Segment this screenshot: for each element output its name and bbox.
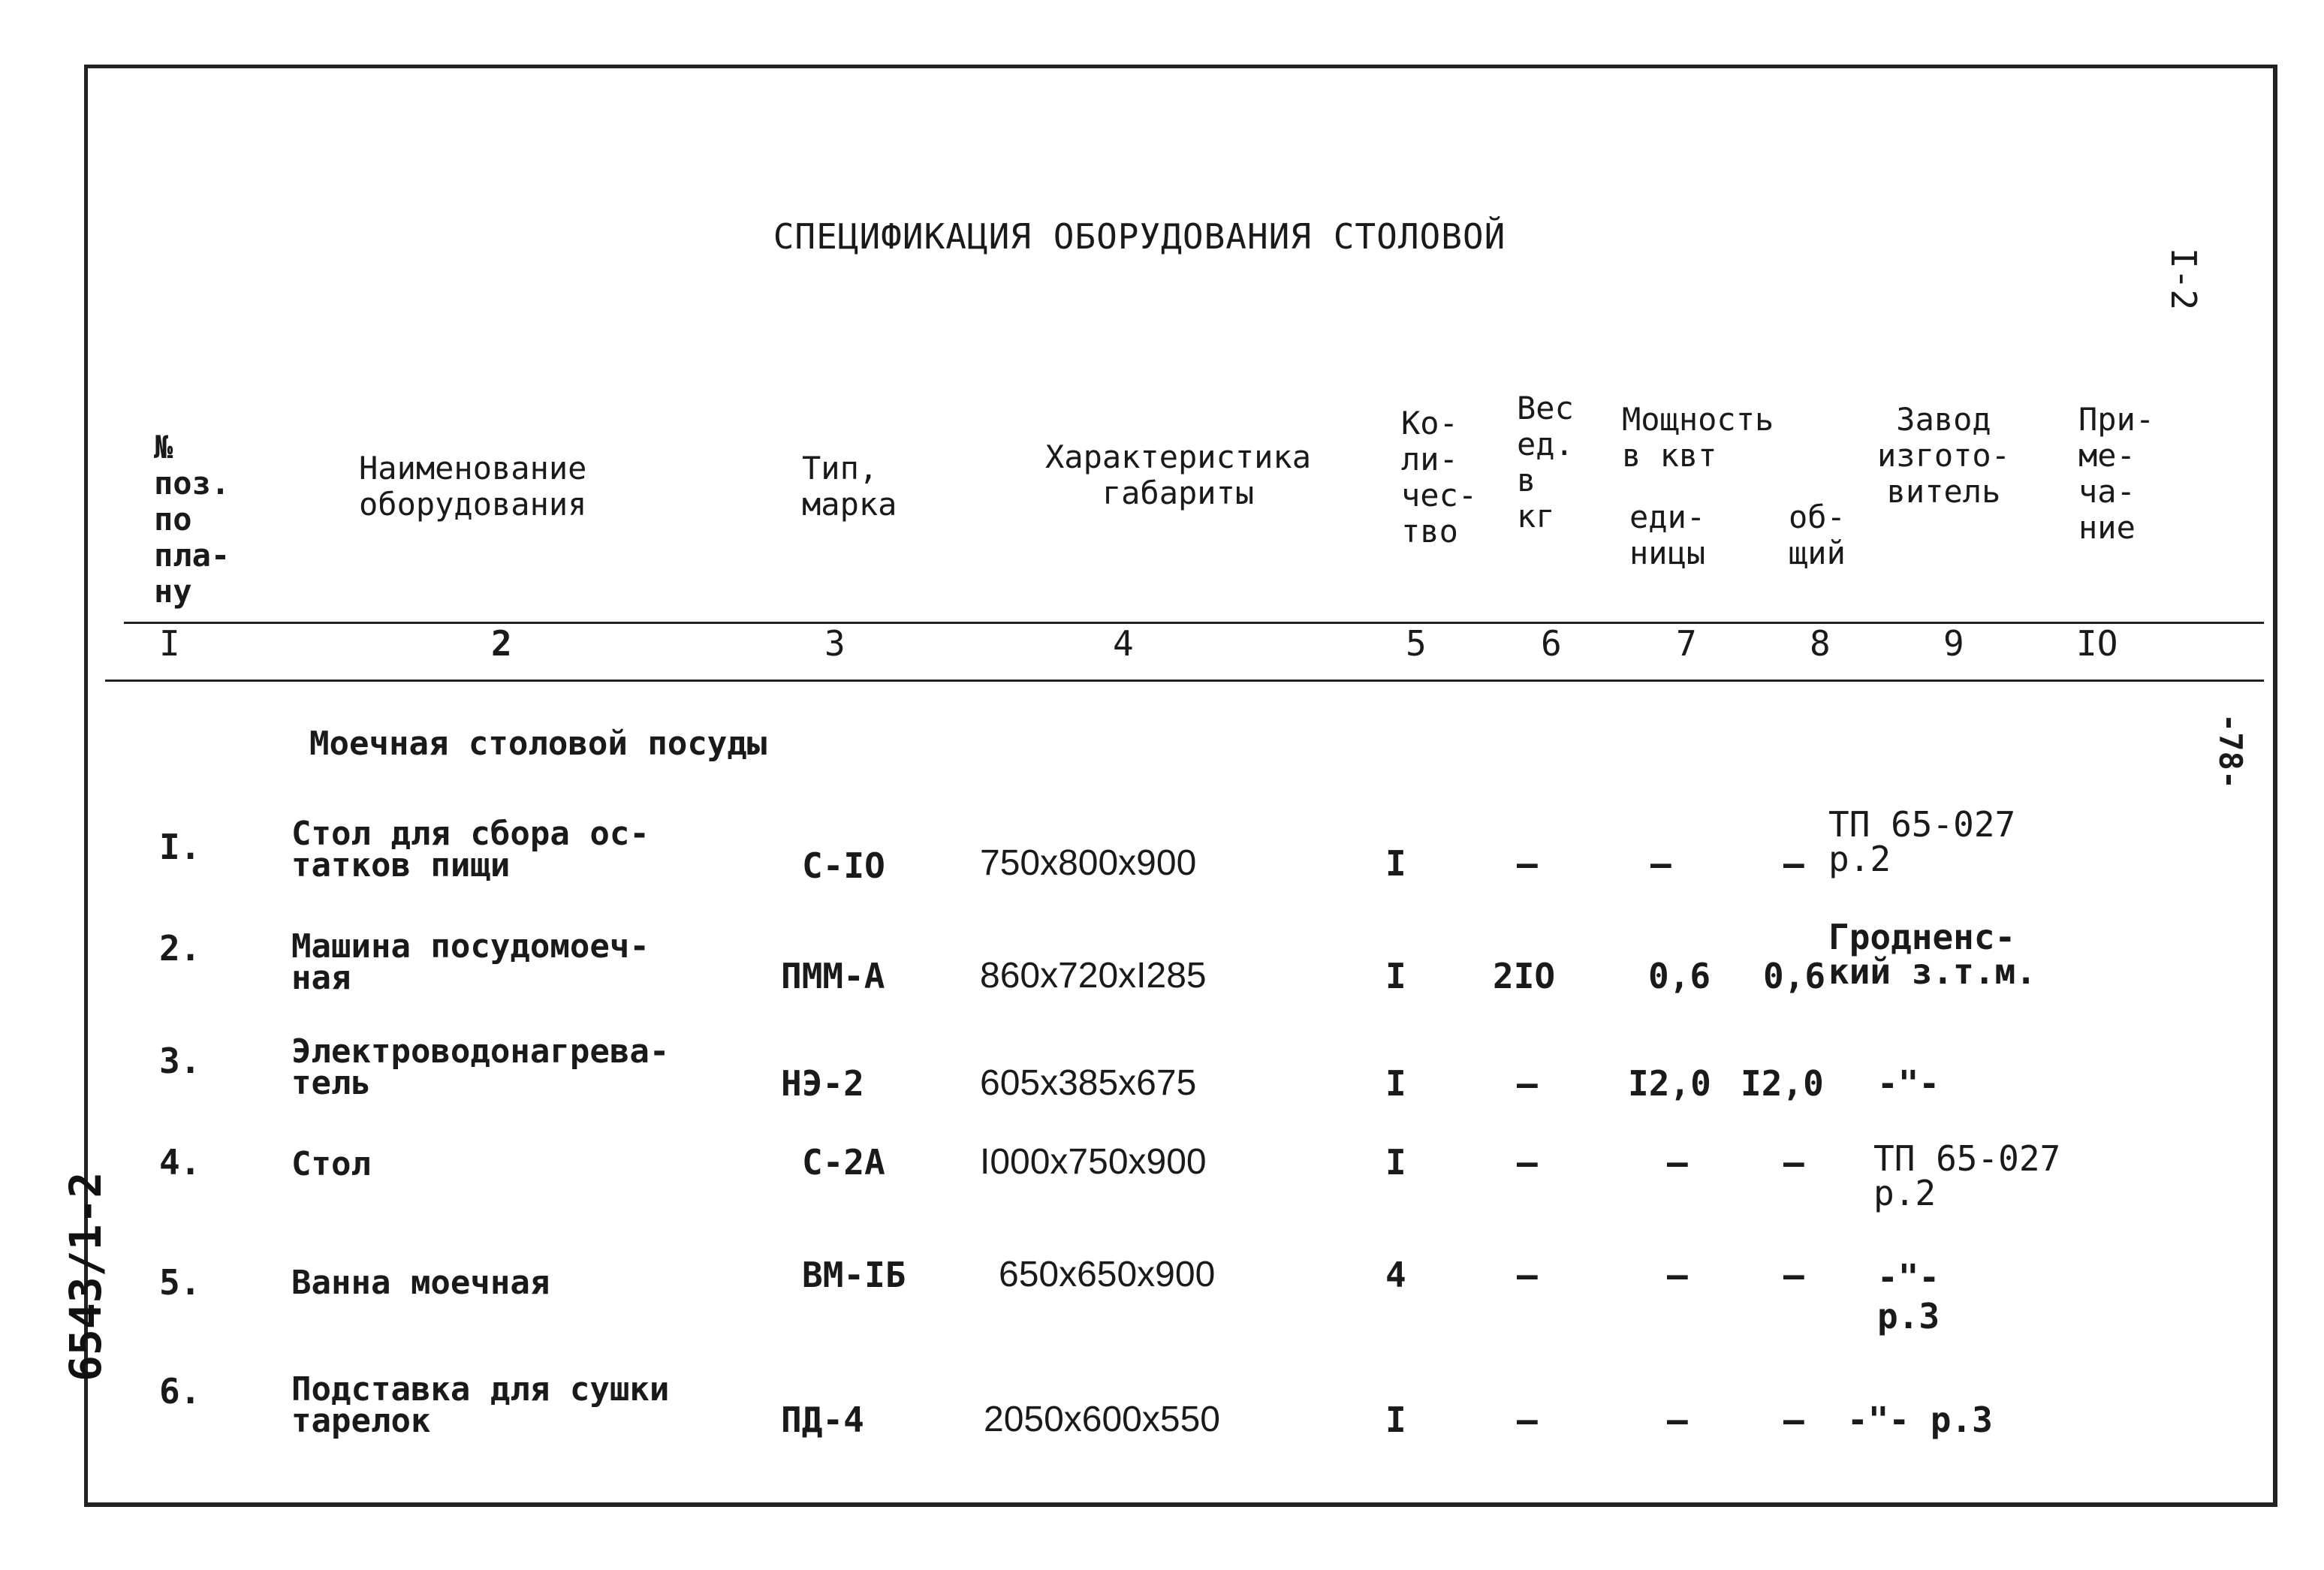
row-power-unit: –: [1667, 1400, 1688, 1440]
row-power-total: –: [1783, 1142, 1804, 1183]
column-numbers-divider: [105, 680, 2264, 682]
row-pos: 6.: [159, 1371, 201, 1412]
row-type: НЭ-2: [781, 1063, 864, 1104]
column-number: 7: [1676, 623, 1697, 664]
row-pos: I.: [159, 827, 201, 867]
row-dims: 750x800x900: [980, 843, 1197, 883]
page-number: -78-: [2212, 713, 2249, 790]
header-power: Мощность в квт: [1622, 401, 1774, 474]
header-type: Тип, марка: [802, 450, 897, 523]
row-qty: I: [1385, 843, 1406, 884]
row-power-unit: –: [1667, 1142, 1688, 1183]
header-weight: Вес ед. в кг: [1517, 390, 1574, 535]
table-row: [0, 917, 2324, 1032]
row-name: Стол для сбора ос- татков пищи: [291, 815, 650, 884]
column-number: 6: [1541, 623, 1562, 664]
table-row: [0, 1254, 2324, 1367]
row-dims: 605x385x675: [980, 1063, 1197, 1103]
header-pos: № поз. по пла- ну: [154, 429, 231, 610]
row-power-total: –: [1783, 1255, 1804, 1295]
row-pos: 5.: [159, 1262, 201, 1303]
row-dims: I000x750x900: [980, 1142, 1207, 1182]
row-type: ВМ-IБ: [802, 1255, 906, 1295]
row-power-total: 0,6: [1763, 956, 1826, 996]
row-qty: I: [1385, 956, 1406, 996]
row-pos: 4.: [159, 1142, 201, 1183]
column-number: 2: [491, 623, 512, 664]
side-stamp: 6543/1-2: [60, 1171, 111, 1382]
column-number: 9: [1943, 623, 1964, 664]
row-qty: I: [1385, 1142, 1406, 1183]
row-power-unit: –: [1667, 1255, 1688, 1295]
row-qty: I: [1385, 1063, 1406, 1104]
row-dims: 2050x600x550: [984, 1400, 1220, 1439]
row-type: С-IO: [802, 845, 885, 886]
row-weight: –: [1517, 1142, 1538, 1183]
row-pos: 2.: [159, 928, 201, 969]
row-weight: –: [1517, 1255, 1538, 1295]
row-power-unit: I2,0: [1628, 1063, 1711, 1104]
row-dims: 860x720xI285: [980, 956, 1207, 996]
row-name: Машина посудомоеч- ная: [291, 927, 650, 997]
header-name: Наименование оборудования: [359, 450, 587, 523]
row-weight: –: [1517, 843, 1538, 884]
row-qty: 4: [1385, 1255, 1406, 1295]
page-title: СПЕЦИФИКАЦИЯ ОБОРУДОВАНИЯ СТОЛОВОЙ: [773, 216, 1506, 257]
row-power-total: –: [1783, 1400, 1804, 1440]
row-name: Ванна моечная: [291, 1264, 550, 1302]
column-number: IO: [2076, 623, 2118, 664]
row-power-total: I2,0: [1741, 1063, 1824, 1104]
row-weight: 2IO: [1493, 956, 1556, 996]
row-power-unit: –: [1650, 843, 1671, 884]
section-title: Моечная столовой посуды: [309, 725, 767, 763]
row-maker: -"-: [1877, 1063, 1940, 1104]
column-number: 5: [1406, 623, 1427, 664]
table-row: [0, 1370, 2324, 1487]
row-weight: –: [1517, 1400, 1538, 1440]
row-name: Электроводонагрева- тель: [291, 1032, 670, 1102]
row-maker: ТП 65-027 р.2: [1873, 1138, 2061, 1213]
column-number: 4: [1113, 623, 1134, 664]
row-qty: I: [1385, 1400, 1406, 1440]
row-dims: 650x650x900: [999, 1255, 1216, 1294]
header-dims: Характеристика габариты: [1045, 438, 1312, 511]
header-power-unit: еди- ницы: [1629, 499, 1706, 571]
table-row: [0, 1138, 2324, 1254]
column-number: I: [159, 623, 180, 664]
row-maker: -"- р.3: [1847, 1400, 1993, 1440]
table-row: [0, 804, 2324, 920]
row-pos: 3.: [159, 1041, 201, 1081]
header-qty: Ко- ли- чес- тво: [1401, 405, 1478, 550]
row-weight: –: [1517, 1063, 1538, 1104]
row-maker: Гродненс- кий з.т.м.: [1828, 917, 2036, 992]
row-name: Подставка для сушки тарелок: [291, 1370, 670, 1440]
header-power-total: об- щий: [1789, 499, 1846, 571]
row-type: ПД-4: [781, 1400, 864, 1440]
row-power-total: –: [1783, 843, 1804, 884]
sheet-code: I-2: [2163, 248, 2204, 311]
row-maker: ТП 65-027 р.2: [1828, 804, 2016, 879]
row-power-unit: 0,6: [1648, 956, 1711, 996]
column-number: 8: [1810, 623, 1831, 664]
row-type: С-2А: [802, 1142, 885, 1183]
row-type: ПММ-А: [781, 956, 885, 996]
header-maker: Завод изгото- витель: [1877, 401, 2011, 510]
header-note: При- ме- ча- ние: [2078, 401, 2155, 546]
row-maker: -"- р.3: [1877, 1257, 1940, 1336]
table-row: [0, 1032, 2324, 1145]
column-number: 3: [824, 623, 846, 664]
row-name: Стол: [291, 1145, 371, 1183]
